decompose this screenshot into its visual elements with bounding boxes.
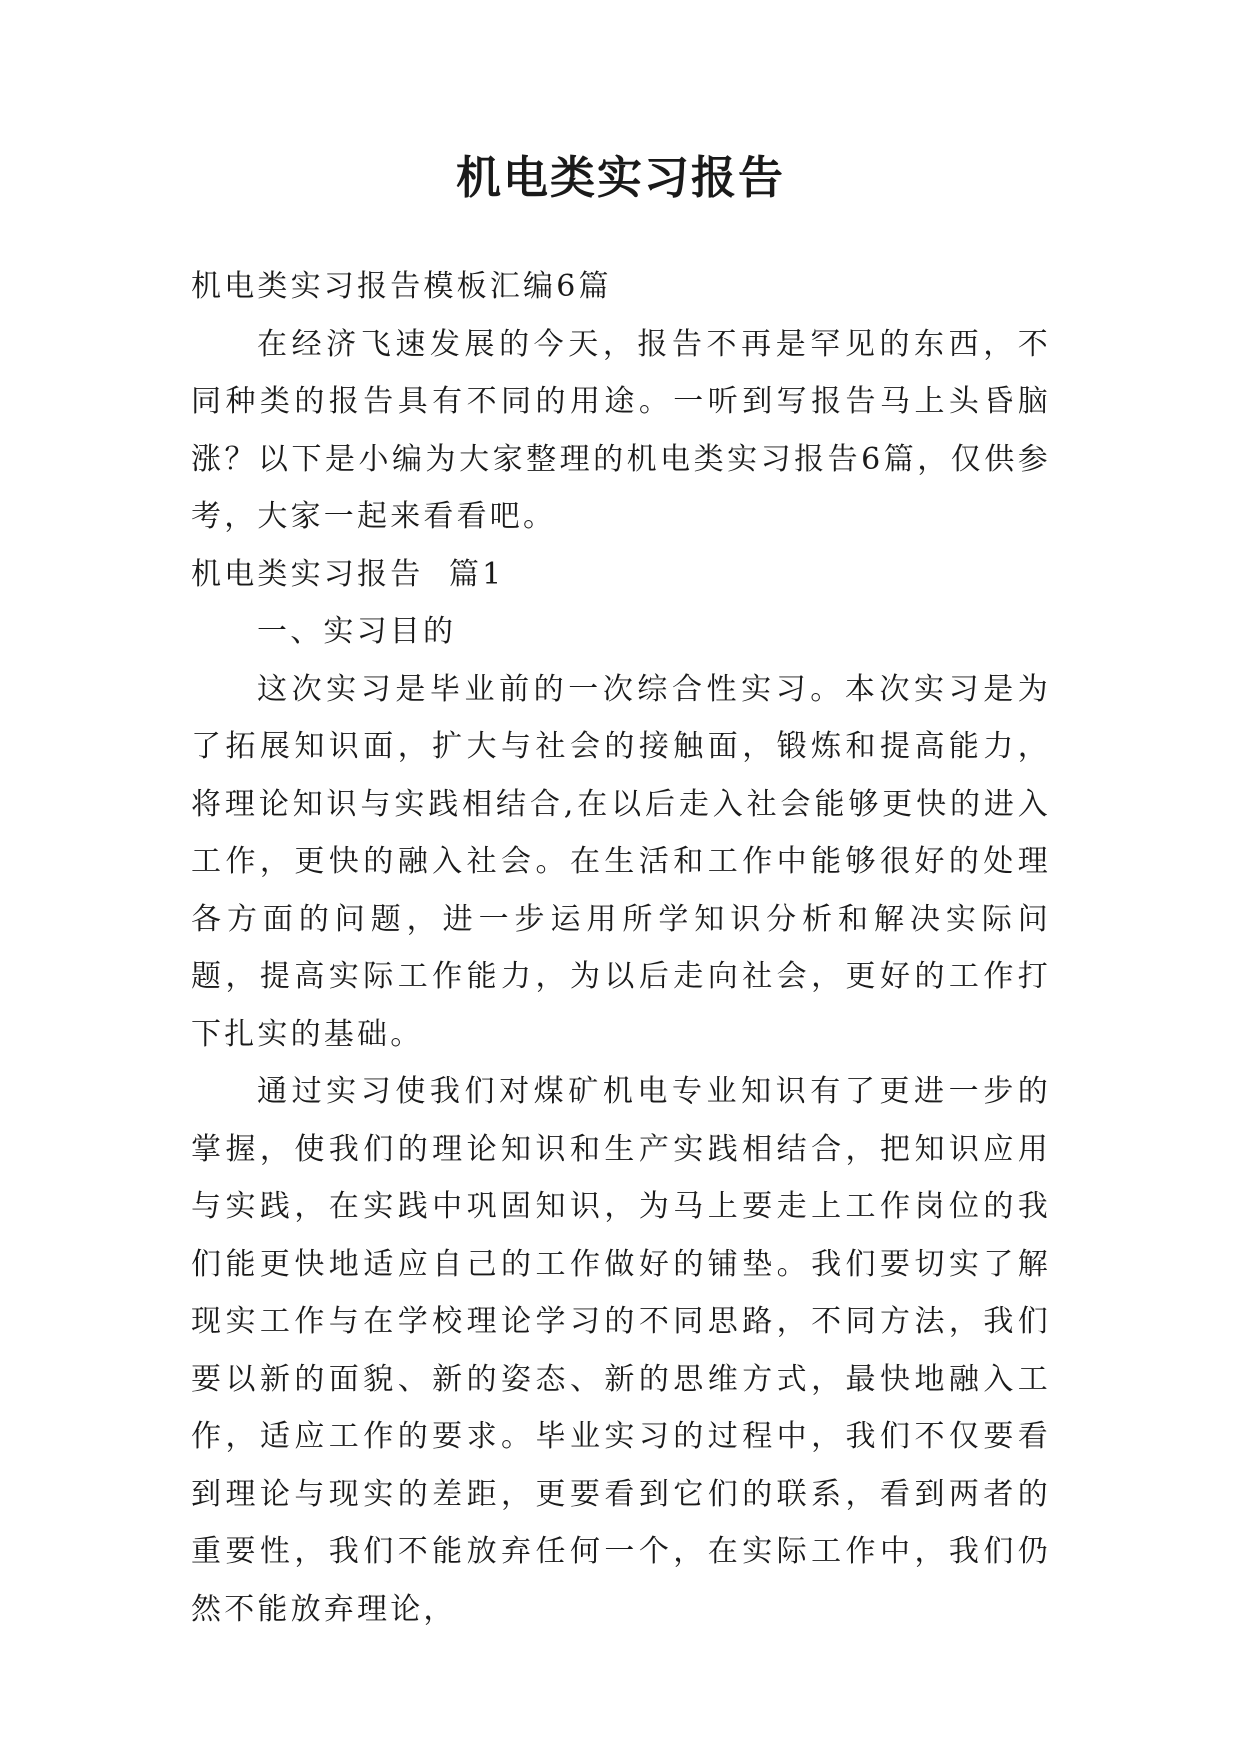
intro-paragraph: 在经济飞速发展的今天，报告不再是罕见的东西，不同种类的报告具有不同的用途。一听到写报告马上头昏脑涨？以下是小编为大家整理的机电类实习报告6篇，仅供参考，大家一起来看看吧。 (191, 326, 1051, 534)
body-paragraph-1: 这次实习是毕业前的一次综合性实习。本次实习是为了拓展知识面，扩大与社会的接触面，锻炼和提高能力，将理论知识与实践相结合,在以后走入社会能够更快的进入工作，更快的融入社会。在生活和工作中能够很好的处理各方面的问题，进一步运用所学知识分析和解决实际问题，提高实际工作能力，为以后走向社会，更好的工作打下扎实的基础。 (191, 671, 1051, 1052)
body-paragraph-2: 通过实习使我们对煤矿机电专业知识有了更进一步的掌握，使我们的理论知识和生产实践相结合，把知识应用与实践，在实践中巩固知识，为马上要走上工作岗位的我们能更快地适应自己的工作做好的铺垫。我们要切实了解现实工作与在学校理论学习的不同思路，不同方法，我们要以新的面貌、新的姿态、新的思维方式，最快地融入工作，适应工作的要求。毕业实习的过程中，我们不仅要看到理论与现实的差距，更要看到它们的联系，看到两者的重要性，我们不能放弃任何一个，在实际工作中，我们仍然不能放弃理论， (191, 1074, 1051, 1627)
section-title: 机电类实习报告 篇1 (191, 556, 505, 592)
document-title: 机电类实习报告 (455, 151, 785, 204)
document-subtitle: 机电类实习报告模板汇编6篇 (191, 269, 612, 304)
section-heading: 一、实习目的 (257, 614, 457, 649)
document-body (191, 258, 1051, 1638)
